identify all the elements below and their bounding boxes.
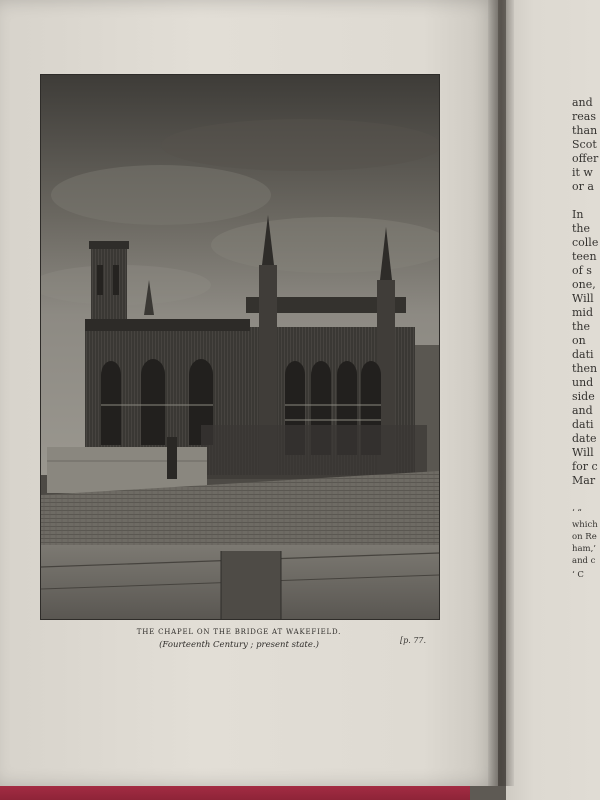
text-line: for c [572,460,598,473]
text-line: on [572,334,586,347]
text-line: Mar [572,474,596,487]
text-line: then [572,362,598,375]
text-line: offer [572,152,599,165]
chapel-engraving [40,74,440,620]
text-line: of s [572,264,592,277]
text-line: and [572,404,593,417]
text-line: mid [572,306,593,319]
text-line: teen [572,250,597,263]
text-line: the [572,222,591,235]
text-line: Scot [572,138,597,151]
book-gutter [488,0,514,786]
text-line: than [572,124,598,137]
footnote-line: which [572,520,598,530]
text-line: or a [572,180,594,193]
text-line: Will [572,292,594,305]
text-line: In [572,208,584,221]
footnote-line: and c [572,556,596,566]
text-line: the [572,320,591,333]
text-line: side [572,390,595,403]
text-line: it w [572,166,593,179]
engraving-image [41,75,439,619]
footnote-line: on Re [572,532,597,542]
plate-page-reference: [p. 77. [400,636,427,645]
text-line: dati [572,348,594,361]
plate-caption-title: THE CHAPEL ON THE BRIDGE AT WAKEFIELD. [136,628,342,636]
text-line: and [572,96,593,109]
footnote-line: ‘ “ [572,508,582,518]
text-line: reas [572,110,596,123]
text-line: Will [572,446,594,459]
text-line: colle [572,236,599,249]
text-line: one, [572,278,596,291]
text-line: und [572,376,594,389]
footnote-line: ham,’ [572,544,597,554]
footnote-line: ‘ C [572,570,584,580]
text-line: dati [572,418,594,431]
plate-caption-subtitle: (Fourteenth Century ; present state.) [159,640,319,650]
text-line: date [572,432,597,445]
